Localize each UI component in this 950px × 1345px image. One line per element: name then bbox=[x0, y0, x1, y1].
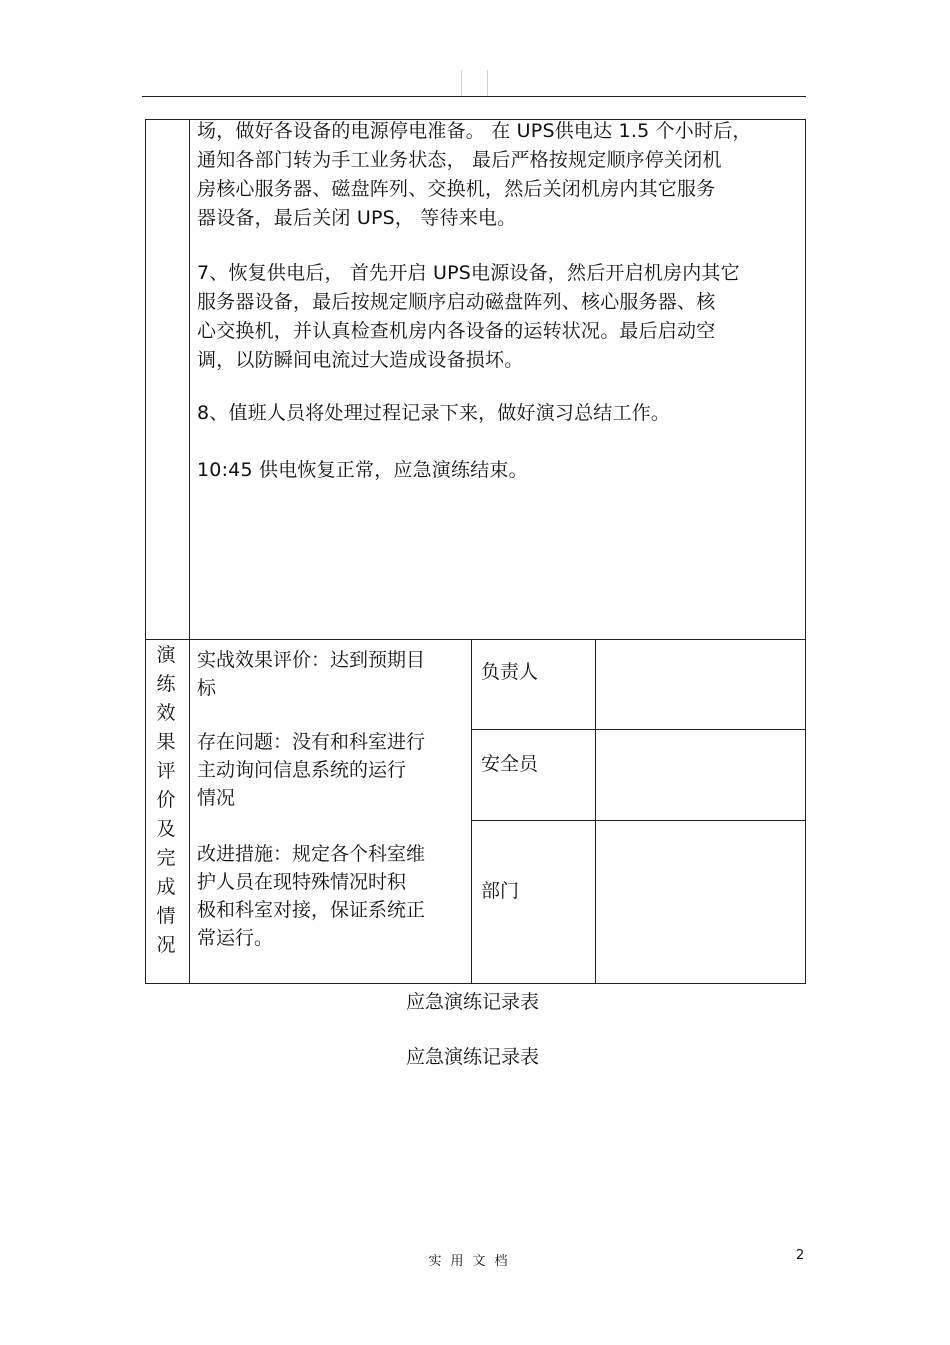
table-divider bbox=[595, 639, 596, 984]
text-line: 情况 bbox=[197, 787, 236, 809]
department-value bbox=[605, 877, 795, 937]
text-line: 标 bbox=[197, 677, 217, 699]
page-number: 2 bbox=[796, 1248, 805, 1263]
label-char: 成 bbox=[156, 876, 176, 898]
existing-problems bbox=[197, 728, 425, 812]
label-char: 果 bbox=[156, 731, 176, 753]
header-marker bbox=[487, 70, 488, 96]
effect-evaluation bbox=[197, 646, 425, 702]
label-char: 价 bbox=[156, 789, 176, 811]
text-line: 7、恢复供电后， 首先开启 UPS电源设备，然后开启机房内其它 bbox=[197, 262, 740, 284]
label-char: 练 bbox=[156, 673, 176, 695]
label-char: 演 bbox=[156, 644, 176, 666]
safety-officer-label: 安全员 bbox=[481, 753, 539, 775]
text-line: 心交换机，并认真检查机房内各设备的运转状况。最后启动空 bbox=[197, 320, 716, 342]
procedure-step-7 bbox=[197, 259, 740, 375]
procedure-paragraph bbox=[197, 117, 752, 233]
safety-officer-value bbox=[605, 750, 795, 810]
text-line: 器设备，最后关闭 UPS， 等待来电。 bbox=[197, 207, 517, 229]
label-char: 况 bbox=[156, 934, 176, 956]
drill-end-note bbox=[197, 456, 528, 485]
label-char: 效 bbox=[156, 702, 176, 724]
text-line: 10:45 供电恢复正常，应急演练结束。 bbox=[197, 459, 528, 481]
label-char: 情 bbox=[156, 905, 176, 927]
table-divider bbox=[145, 639, 806, 640]
text-line: 改进措施：规定各个科室维 bbox=[197, 843, 426, 865]
footer-label: 实用文档 bbox=[428, 1254, 517, 1269]
text-line: 通知各部门转为手工业务状态， 最后严格按规定顺序停关闭机 bbox=[197, 149, 722, 171]
procedure-step-8 bbox=[197, 399, 670, 428]
text-line: 主动询问信息系统的运行 bbox=[197, 759, 407, 781]
text-line: 服务器设备，最后按规定顺序启动磁盘阵列、核心服务器、核 bbox=[197, 291, 716, 313]
text-line: 常运行。 bbox=[197, 927, 274, 949]
table-caption: 应急演练记录表 bbox=[405, 1046, 539, 1068]
table-divider bbox=[471, 639, 472, 984]
label-char: 及 bbox=[156, 818, 176, 840]
evaluation-side-label bbox=[146, 641, 186, 960]
header-rule bbox=[142, 96, 806, 97]
improvement-measures bbox=[197, 840, 425, 952]
table-divider bbox=[189, 119, 190, 984]
text-line: 房核心服务器、磁盘阵列、交换机，然后关闭机房内其它服务 bbox=[197, 178, 716, 200]
table-divider bbox=[471, 820, 806, 821]
text-line: 护人员在现特殊情况时积 bbox=[197, 871, 407, 893]
text-line: 实战效果评价：达到预期目 bbox=[197, 649, 426, 671]
table-caption: 应急演练记录表 bbox=[405, 991, 539, 1013]
responsible-label: 负责人 bbox=[481, 661, 539, 683]
text-line: 存在问题：没有和科室进行 bbox=[197, 731, 426, 753]
label-char: 完 bbox=[156, 847, 176, 869]
text-line: 8、值班人员将处理过程记录下来，做好演习总结工作。 bbox=[197, 402, 671, 424]
label-char: 评 bbox=[156, 760, 176, 782]
text-line: 极和科室对接，保证系统正 bbox=[197, 899, 426, 921]
department-label: 部门 bbox=[481, 880, 520, 902]
table-divider bbox=[471, 729, 806, 730]
text-line: 场，做好各设备的电源停电准备。 在 UPS供电达 1.5 个小时后， bbox=[197, 120, 752, 142]
text-line: 调，以防瞬间电流过大造成设备损坏。 bbox=[197, 349, 524, 371]
responsible-value bbox=[605, 658, 795, 718]
header-marker bbox=[461, 70, 462, 96]
